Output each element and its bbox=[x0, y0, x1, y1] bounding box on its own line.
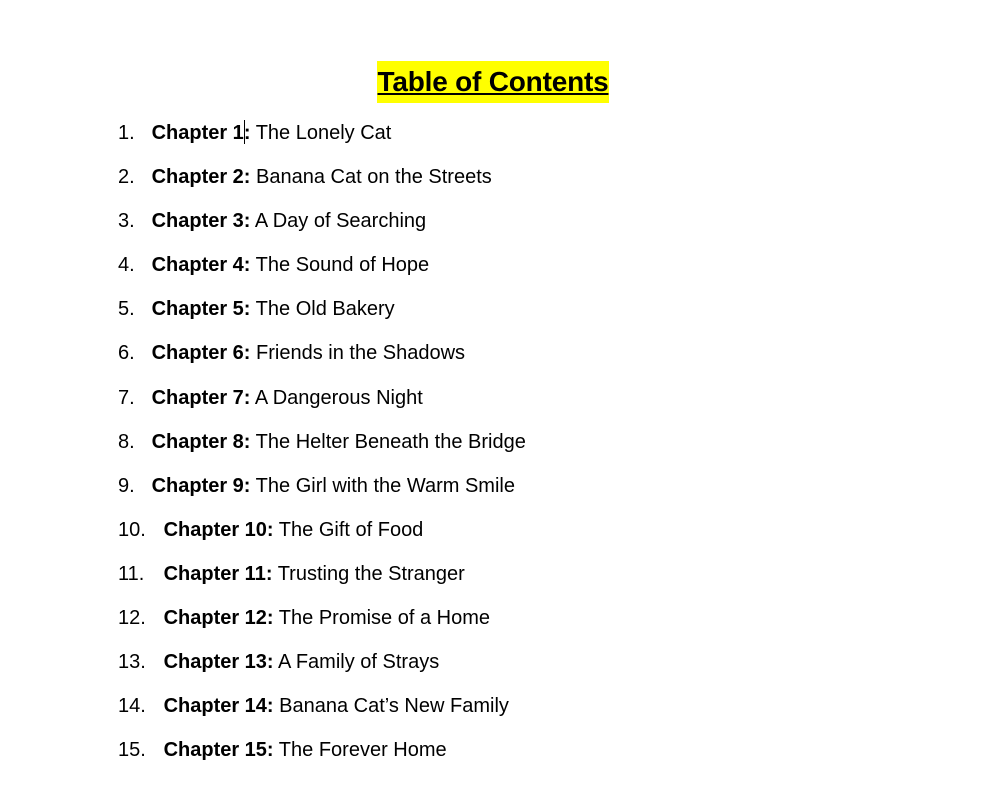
toc-item-8 bbox=[118, 422, 526, 466]
chapter-label: Chapter 8: bbox=[151, 430, 251, 453]
chapter-label: Chapter 4: bbox=[151, 254, 251, 277]
toc-item-9 bbox=[118, 466, 526, 510]
toc-item-5 bbox=[118, 289, 526, 333]
chapter-label: Chapter 11: bbox=[163, 562, 273, 585]
chapter-title: A Dangerous Night bbox=[254, 386, 423, 409]
page-title: Table of Contents bbox=[377, 61, 610, 103]
list-number: 8. bbox=[118, 430, 135, 453]
list-number: 10. bbox=[118, 518, 146, 541]
chapter-title: A Family of Strays bbox=[278, 651, 440, 674]
list-number: 4. bbox=[118, 254, 135, 277]
chapter-title: Banana Cat’s New Family bbox=[279, 695, 509, 718]
toc-item-10 bbox=[118, 510, 526, 554]
toc-item-11 bbox=[118, 554, 526, 598]
chapter-title: The Sound of Hope bbox=[255, 254, 430, 277]
title-container bbox=[0, 61, 986, 103]
list-number: 15. bbox=[118, 739, 146, 762]
chapter-title: The Promise of a Home bbox=[278, 607, 490, 630]
chapter-title: The Lonely Cat bbox=[255, 122, 392, 144]
list-number: 14. bbox=[118, 695, 146, 718]
toc-item-6 bbox=[118, 333, 526, 377]
chapter-label: Chapter 2: bbox=[151, 166, 251, 189]
chapter-label: Chapter 14: bbox=[163, 695, 274, 718]
chapter-label: Chapter 12: bbox=[163, 607, 274, 630]
toc-item-15 bbox=[118, 730, 526, 774]
list-number: 1. bbox=[118, 122, 135, 144]
list-number: 7. bbox=[118, 386, 135, 409]
chapter-title: Banana Cat on the Streets bbox=[256, 166, 492, 189]
list-number: 6. bbox=[118, 342, 135, 365]
chapter-title: Friends in the Shadows bbox=[256, 342, 466, 365]
table-of-contents-list bbox=[118, 113, 526, 774]
chapter-title: The Old Bakery bbox=[255, 298, 395, 321]
chapter-title: The Girl with the Warm Smile bbox=[255, 474, 515, 497]
list-number: 11. bbox=[118, 562, 145, 585]
list-number: 13. bbox=[118, 651, 146, 674]
chapter-label: Chapter 15: bbox=[163, 739, 274, 762]
list-number: 12. bbox=[118, 607, 146, 630]
chapter-label: Chapter 3: bbox=[151, 210, 251, 233]
chapter-label: Chapter 7: bbox=[151, 386, 251, 409]
chapter-label-colon: : bbox=[243, 122, 251, 144]
toc-item-2 bbox=[118, 157, 526, 201]
chapter-label: Chapter 5: bbox=[151, 298, 251, 321]
chapter-label: Chapter 9: bbox=[151, 474, 251, 497]
chapter-label: Chapter 10: bbox=[163, 518, 274, 541]
toc-item-12 bbox=[118, 598, 526, 642]
chapter-title: The Gift of Food bbox=[278, 518, 424, 541]
toc-item-1 bbox=[118, 113, 526, 157]
list-number: 2. bbox=[118, 166, 135, 189]
toc-item-3 bbox=[118, 201, 526, 245]
chapter-title: A Day of Searching bbox=[254, 210, 427, 233]
toc-item-14 bbox=[118, 686, 526, 730]
list-number: 9. bbox=[118, 474, 135, 497]
chapter-title: The Helter Beneath the Bridge bbox=[255, 430, 526, 453]
chapter-title: Trusting the Stranger bbox=[277, 562, 465, 585]
chapter-label: Chapter 6: bbox=[151, 342, 251, 365]
list-number: 3. bbox=[118, 210, 135, 233]
toc-item-7 bbox=[118, 378, 526, 422]
chapter-label: Chapter 1 bbox=[151, 122, 244, 144]
toc-item-13 bbox=[118, 642, 526, 686]
chapter-label: Chapter 13: bbox=[163, 651, 274, 674]
toc-item-4 bbox=[118, 245, 526, 289]
chapter-title: The Forever Home bbox=[278, 739, 447, 762]
list-number: 5. bbox=[118, 298, 135, 321]
